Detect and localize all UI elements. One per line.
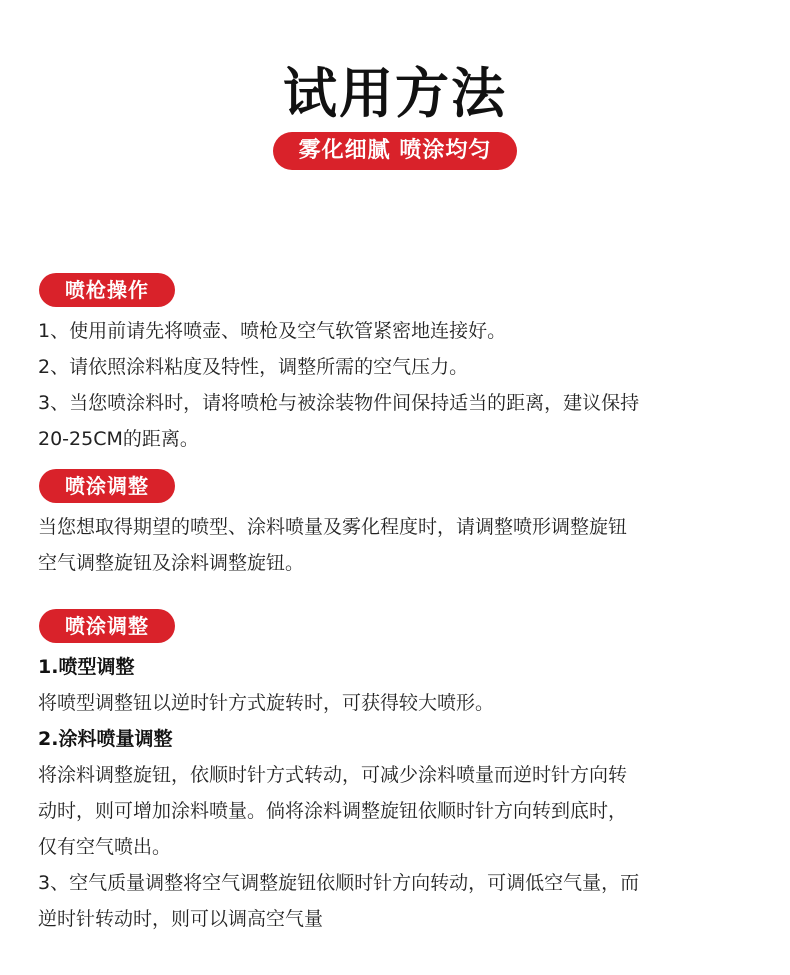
section2-line-2: 空气调整旋钮及涂料调整旋钮。 — [38, 552, 305, 574]
item1-line: 将喷型调整钮以逆时针方式旋转时，可获得较大喷形。 — [38, 692, 495, 714]
section-label-spray-adjustment: 喷涂调整 — [39, 469, 175, 503]
page-title: 试用方法 — [283, 62, 507, 125]
section1-line-4: 20-25CM的距离。 — [38, 428, 199, 450]
item2-line-1: 将涂料调整旋钮，依顺时针方式转动，可减少涂料喷量而逆时针方向转 — [38, 764, 628, 786]
item2-heading: 2.涂料喷量调整 — [38, 728, 173, 750]
item2-line-2: 动时，则可增加涂料喷量。倘将涂料调整旋钮依顺时针方向转到底时， — [38, 800, 628, 822]
section-label-spray-gun-operation: 喷枪操作 — [39, 273, 175, 307]
item3-line-1: 3、空气质量调整将空气调整旋钮依顺时针方向转动，可调低空气量，而 — [38, 872, 640, 894]
item3-line-2: 逆时针转动时，则可以调高空气量 — [38, 908, 324, 930]
section1-line-3: 3、当您喷涂料时，请将喷枪与被涂装物件间保持适当的距离，建议保持 — [38, 392, 640, 414]
section2-line-1: 当您想取得期望的喷型、涂料喷量及雾化程度时，请调整喷形调整旋钮 — [38, 516, 628, 538]
item2-line-3: 仅有空气喷出。 — [38, 836, 172, 858]
item1-heading: 1.喷型调整 — [38, 656, 135, 678]
section-label-spray-adjustment-2: 喷涂调整 — [39, 609, 175, 643]
section1-line-2: 2、请依照涂料粘度及特性，调整所需的空气压力。 — [38, 356, 469, 378]
subtitle-badge: 雾化细腻 喷涂均匀 — [273, 132, 517, 170]
section1-line-1: 1、使用前请先将喷壶、喷枪及空气软管紧密地连接好。 — [38, 320, 507, 342]
